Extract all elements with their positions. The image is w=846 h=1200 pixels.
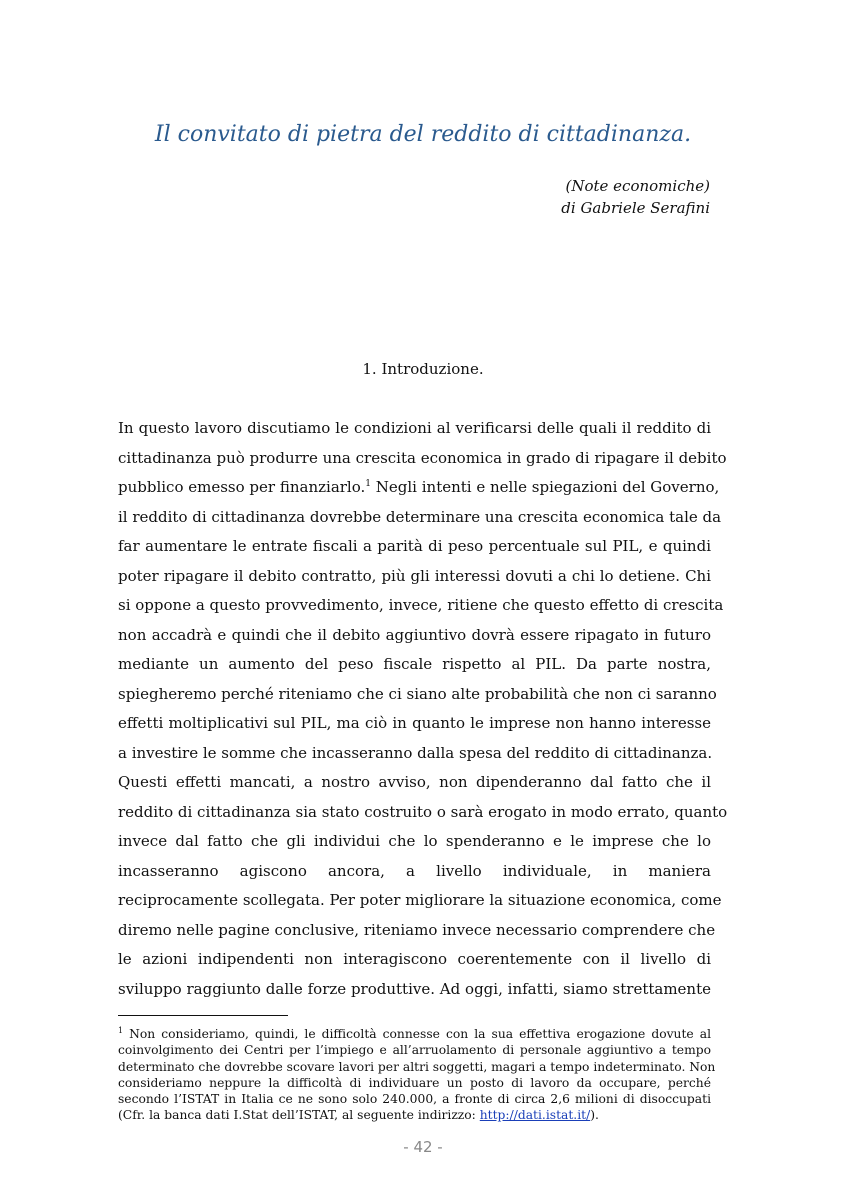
footnote-line <box>118 1107 711 1123</box>
byline-subtitle: (Note economiche) <box>565 177 710 195</box>
istat-link[interactable]: http://dati.istat.it/ <box>479 1108 591 1123</box>
body-line: non accadrà e quindi che il debito aggiuntivo dovrà essere ripagato in futuro <box>118 625 711 644</box>
body-line: reciprocamente scollegata. Per poter migliorare la situazione economica, come <box>118 891 722 909</box>
body-text: pubblico emesso per finanziarlo. <box>118 478 366 496</box>
body-line: il reddito di cittadinanza dovrebbe determinare una crescita economica tale da <box>118 507 722 526</box>
footnote-line: consideriamo neppure la difficoltà di individuare un posto di lavoro da occupare, perché <box>118 1075 711 1090</box>
footnote-line: determinato che dovrebbe scovare lavori per altri soggetti, magari a tempo indeterminato. Non <box>118 1059 716 1074</box>
body-line: In questo lavoro discutiamo le condizioni al verificarsi delle quali il reddito di <box>118 419 711 437</box>
body-line: le azioni indipendenti non interagiscono coerentemente con il livello di <box>118 950 711 968</box>
byline-author: di Gabriele Serafini <box>561 199 710 217</box>
body-line: reddito di cittadinanza sia stato costruito o sarà erogato in modo errato, quanto <box>118 802 728 821</box>
footnote-text: ). <box>590 1108 599 1123</box>
body-line: far aumentare le entrate fiscali a parità di peso percentuale sul PIL, e quindi <box>118 537 711 555</box>
body-text: Negli intenti e nelle spiegazioni del Governo, <box>371 478 720 496</box>
body-line: mediante un aumento del peso fiscale rispetto al PIL. Da parte nostra, <box>118 655 711 673</box>
body-line: cittadinanza può produrre una crescita economica in grado di ripagare il debito <box>118 448 727 467</box>
section-heading: 1. Introduzione. <box>362 360 484 378</box>
page-number: - 42 - <box>403 1138 443 1156</box>
footnote-line <box>118 1026 711 1042</box>
footnote-number: 1 <box>118 1025 124 1035</box>
body-line: Questi effetti mancati, a nostro avviso, non dipenderanno dal fatto che il <box>118 773 711 791</box>
body-line: poter ripagare il debito contratto, più gli interessi dovuti a chi lo detiene. Chi <box>118 566 711 585</box>
body-line: invece dal fatto che gli individui che lo spenderanno e le imprese che lo <box>118 832 711 850</box>
footnote-line: coinvolgimento dei Centri per l’impiego e all’arruolamento di personale aggiuntivo a tempo <box>118 1043 711 1058</box>
byline <box>561 175 710 219</box>
body-line: sviluppo raggiunto dalle forze produttive. Ad oggi, infatti, siamo strettamente <box>118 979 711 998</box>
body-line: spiegheremo perché riteniamo che ci siano alte probabilità che non ci saranno <box>118 684 717 703</box>
footnote-text: (Cfr. la banca dati I.Stat dell’ISTAT, al seguente indirizzo: <box>118 1108 480 1123</box>
body-line: a investire le somme che incasseranno dalla spesa del reddito di cittadinanza. <box>118 743 713 762</box>
body-line: incasseranno agiscono ancora, a livello individuale, in maniera <box>118 861 711 880</box>
footnote-text: Non consideriamo, quindi, le difficoltà connesse con la sua effettiva erogazione dovute al <box>123 1027 711 1041</box>
body-line: effetti moltiplicativi sul PIL, ma ciò in quanto le imprese non hanno interesse <box>118 714 711 732</box>
footnote <box>118 1025 716 1124</box>
footnote-reference[interactable]: 1 <box>365 479 371 489</box>
body-paragraph <box>118 414 728 1004</box>
body-line: si oppone a questo provvedimento, invece, ritiene che questo effetto di crescita <box>118 596 724 614</box>
body-line <box>118 473 720 503</box>
footnote-divider <box>118 1015 288 1016</box>
footnote-line: secondo l’ISTAT in Italia ce ne sono solo 240.000, a fronte di circa 2,6 milioni di disoccupati <box>118 1092 711 1107</box>
body-line: diremo nelle pagine conclusive, riteniamo invece necessario comprendere che <box>118 920 716 939</box>
document-title: Il convitato di pietra del reddito di cittadinanza. <box>154 122 692 147</box>
